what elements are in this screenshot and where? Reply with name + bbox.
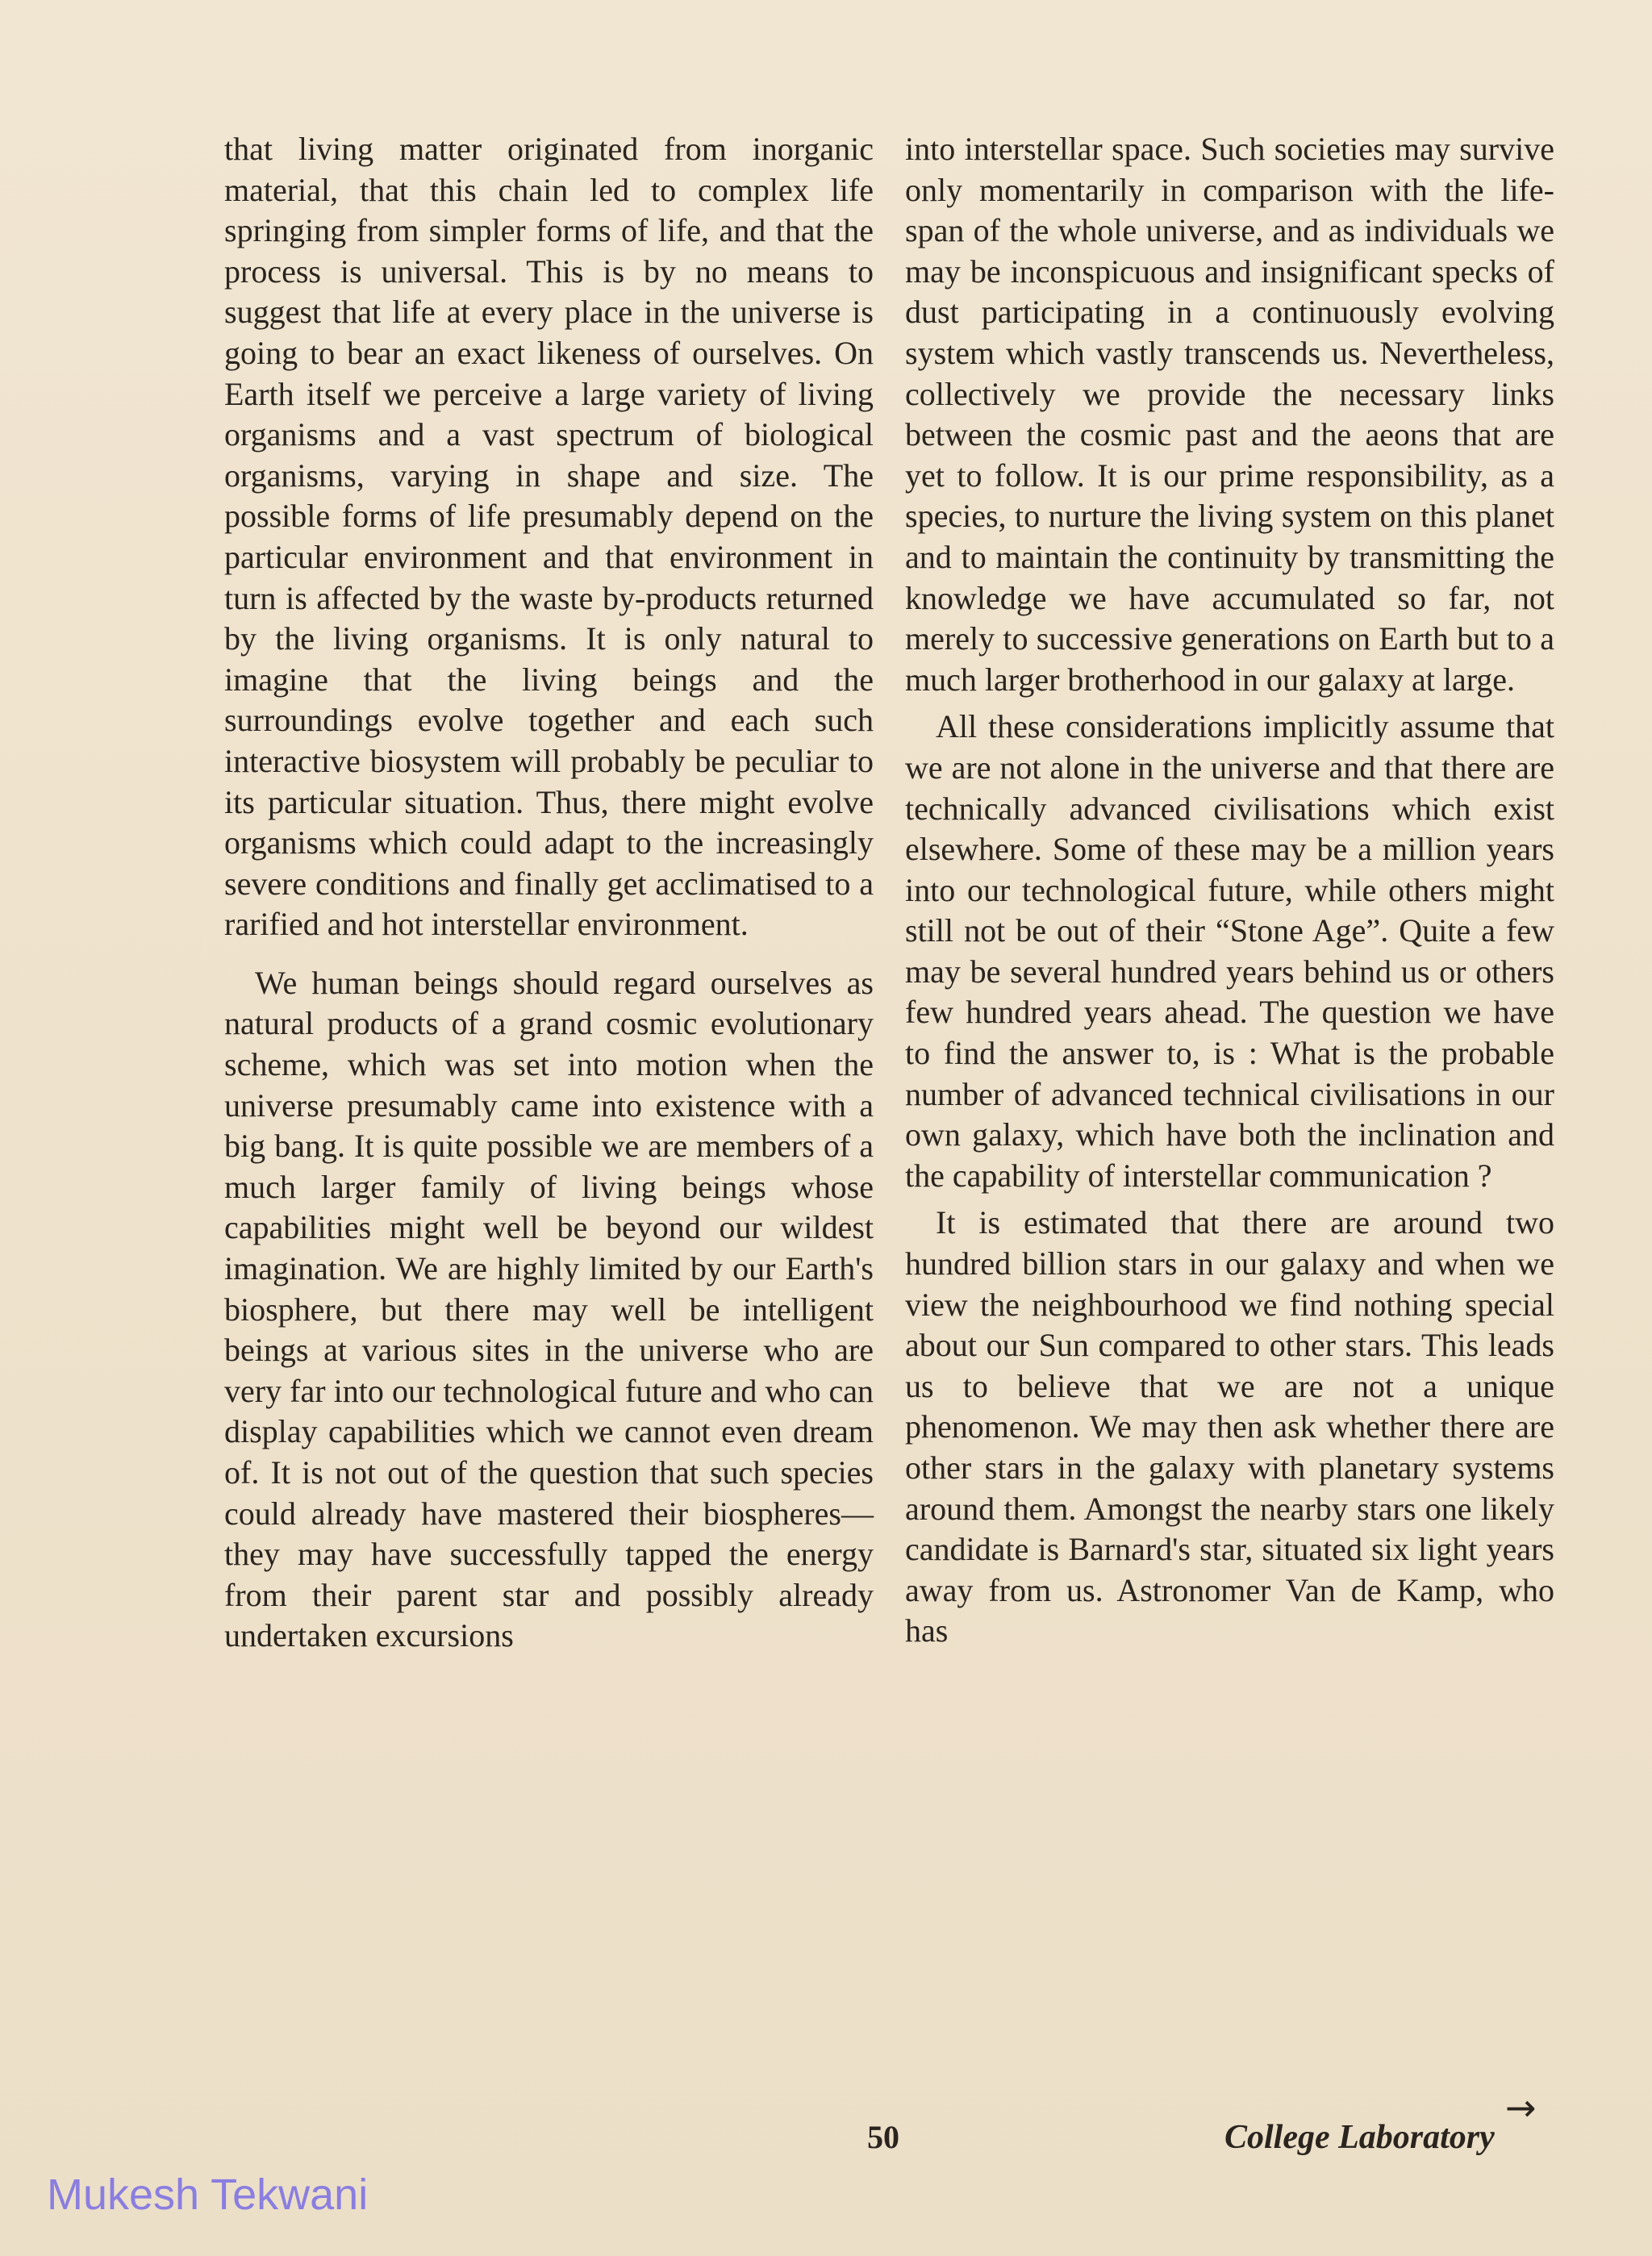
paragraph: It is estimated that there are around two hundred billion stars in our galaxy and when we view the neighbourhood we find nothing special about our Sun compared to other stars. This leads us to believe that we are not a unique phenomenon. We may then ask whether there are other stars in the galaxy with planetary systems around them. Amongst the nearby stars one likely candidate is Barnard's star, situated six light years away from us. Astronomer Van de Kamp, who has — [905, 1204, 1554, 1649]
right-column — [905, 129, 1554, 1652]
watermark: Mukesh Tekwani — [47, 2171, 369, 2219]
paragraph: We human beings should regard ourselves as natural products of a grand cosmic evolutionary scheme, which was set into motion when the universe presumably came into existence with a big bang. It is quite possible we are members of a much larger family of living beings whose capabilities might well be beyond our wildest imagination. We are highly limited by our Earth's biosphere, but there may well be intelligent beings at various sites in the universe who are very far into our technological future and who can display capabilities which we cannot even dream of. It is not out of the question that such species could already have mastered their biospheres—they may have successfully tapped the energy from their parent star and possibly already undertaken excursions — [224, 964, 874, 1654]
paragraph: that living matter originated from inorganic material, that this chain led to complex life springing from simpler forms of life, and that the process is universal. This is by no means to suggest that life at every place in the universe is going to bear an exact likeness of ourselves. On Earth itself we perceive a large variety of living organisms and a vast spectrum of biological organisms, varying in shape and size. The possible forms of life presumably depend on the particular environment and that environment in turn is affected by the waste by-products returned by the living organisms. It is only natural to imagine that the living beings and the surroundings evolve together and each such interactive biosystem will probably be peculiar to its particular situation. Thus, there might evolve organisms which could adapt to the increasingly severe conditions and finally get acclimatised to a rarified and hot interstellar environment. — [224, 131, 874, 943]
continue-arrow-icon: → — [1505, 2086, 1537, 2129]
paragraph: All these considerations implicitly assume that we are not alone in the universe and that there are technically advanced civilisations which exist elsewhere. Some of these may be a million years into our technological future, while others might still not be out of their “Stone Age”. Quite a few may be several hundred years behind us or others few hundred years ahead. The question we have to find the answer to, is : What is the probable number of advanced technical civilisations in our own galaxy, which have both the inclination and the capability of interstellar communication ? — [905, 708, 1554, 1194]
journal-name: College Laboratory — [1224, 2119, 1495, 2156]
paragraph: into interstellar space. Such societies may survive only momentarily in comparison with the life-span of the whole universe, and as individuals we may be inconspicuous and insignificant specks of dust participating in a continuously evolving system which vastly transcends us. Nevertheless, collectively we provide the necessary links between the cosmic past and the aeons that are yet to follow. It is our prime responsibility, as a species, to nurture the living system on this planet and to maintain the continuity by transmitting the knowledge we have accumulated so far, not merely to successive generations on Earth but to a much larger brotherhood in our galaxy at large. — [905, 131, 1554, 698]
page-number: 50 — [867, 2119, 899, 2155]
left-column — [224, 129, 874, 1657]
